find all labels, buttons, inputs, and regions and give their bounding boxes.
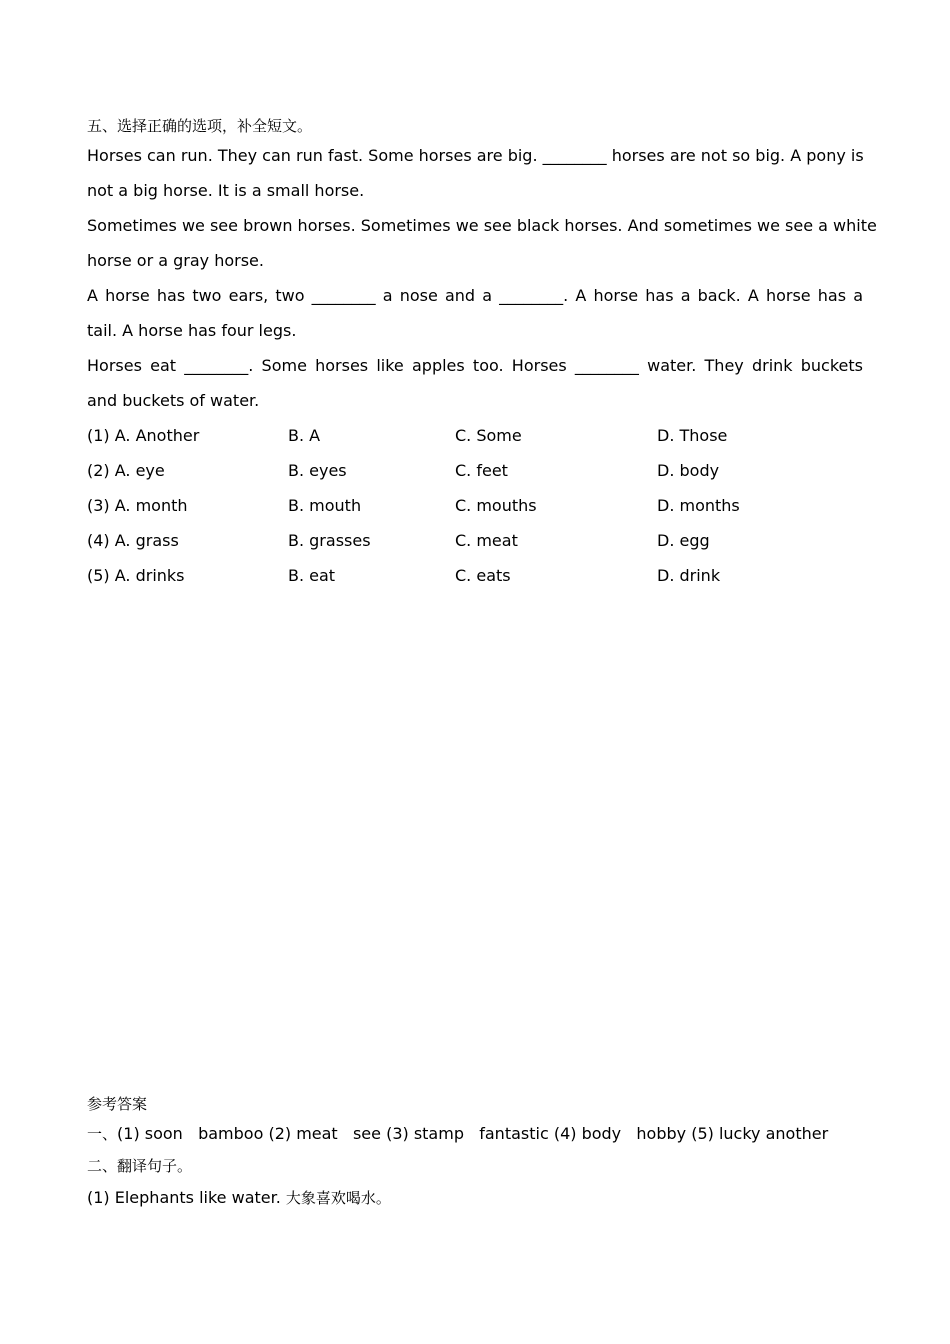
option-a: (1) A. Another — [87, 426, 200, 445]
option-row-4 — [87, 531, 863, 551]
answers-line-3 — [87, 1188, 391, 1208]
passage-line-3: Sometimes we see brown horses. Sometimes we see black horses. And sometimes we see a white — [87, 216, 877, 235]
option-a: (2) A. eye — [87, 461, 165, 480]
answers-line-2 — [87, 1156, 192, 1176]
option-a: (3) A. month — [87, 496, 188, 515]
option-c: C. feet — [455, 461, 508, 480]
option-row-2 — [87, 461, 863, 481]
answers-line-1 — [87, 1124, 828, 1144]
option-b: B. grasses — [288, 531, 371, 550]
option-d: D. months — [657, 496, 740, 515]
passage-line-8: and buckets of water. — [87, 391, 260, 410]
passage-line-4: horse or a gray horse. — [87, 251, 264, 270]
passage-line-7: Horses eat ________. Some horses like apples too. Horses ________ water. They drink buckets — [87, 356, 863, 375]
answers-heading: 参考答案 — [87, 1095, 148, 1113]
answers-line-3-cn: 大象喜欢喝水。 — [285, 1189, 391, 1207]
passage-line-6: tail. A horse has four legs. — [87, 321, 297, 340]
answers-line-2-text: 二、翻译句子。 — [87, 1157, 193, 1175]
option-row-3 — [87, 496, 863, 516]
option-c: C. meat — [455, 531, 518, 550]
option-a: (4) A. grass — [87, 531, 179, 550]
passage-line-5: A horse has two ears, two ________ a nose and a ________. A horse has a back. A horse has a — [87, 286, 863, 305]
section-heading: 五、选择正确的选项，补全短文。 — [87, 117, 313, 135]
option-d: D. Those — [657, 426, 728, 445]
answers-line-1-text: (1) soon bamboo (2) meat see (3) stamp fantastic (4) body hobby (5) lucky another — [117, 1124, 829, 1143]
answers-line-1-prefix: 一、 — [87, 1125, 118, 1143]
option-b: B. eat — [288, 566, 336, 585]
option-a: (5) A. drinks — [87, 566, 185, 585]
passage-line-1: Horses can run. They can run fast. Some horses are big. ________ horses are not so big. A pony is — [87, 146, 864, 165]
option-c: C. eats — [455, 566, 511, 585]
passage-line-2: not a big horse. It is a small horse. — [87, 181, 365, 200]
answers-line-3-en: (1) Elephants like water. — [87, 1188, 286, 1207]
option-row-5 — [87, 566, 863, 586]
option-b: B. eyes — [288, 461, 347, 480]
option-c: C. Some — [455, 426, 522, 445]
option-d: D. egg — [657, 531, 710, 550]
option-d: D. drink — [657, 566, 721, 585]
option-c: C. mouths — [455, 496, 537, 515]
option-b: B. mouth — [288, 496, 362, 515]
option-b: B. A — [288, 426, 321, 445]
option-d: D. body — [657, 461, 720, 480]
option-row-1 — [87, 426, 863, 446]
